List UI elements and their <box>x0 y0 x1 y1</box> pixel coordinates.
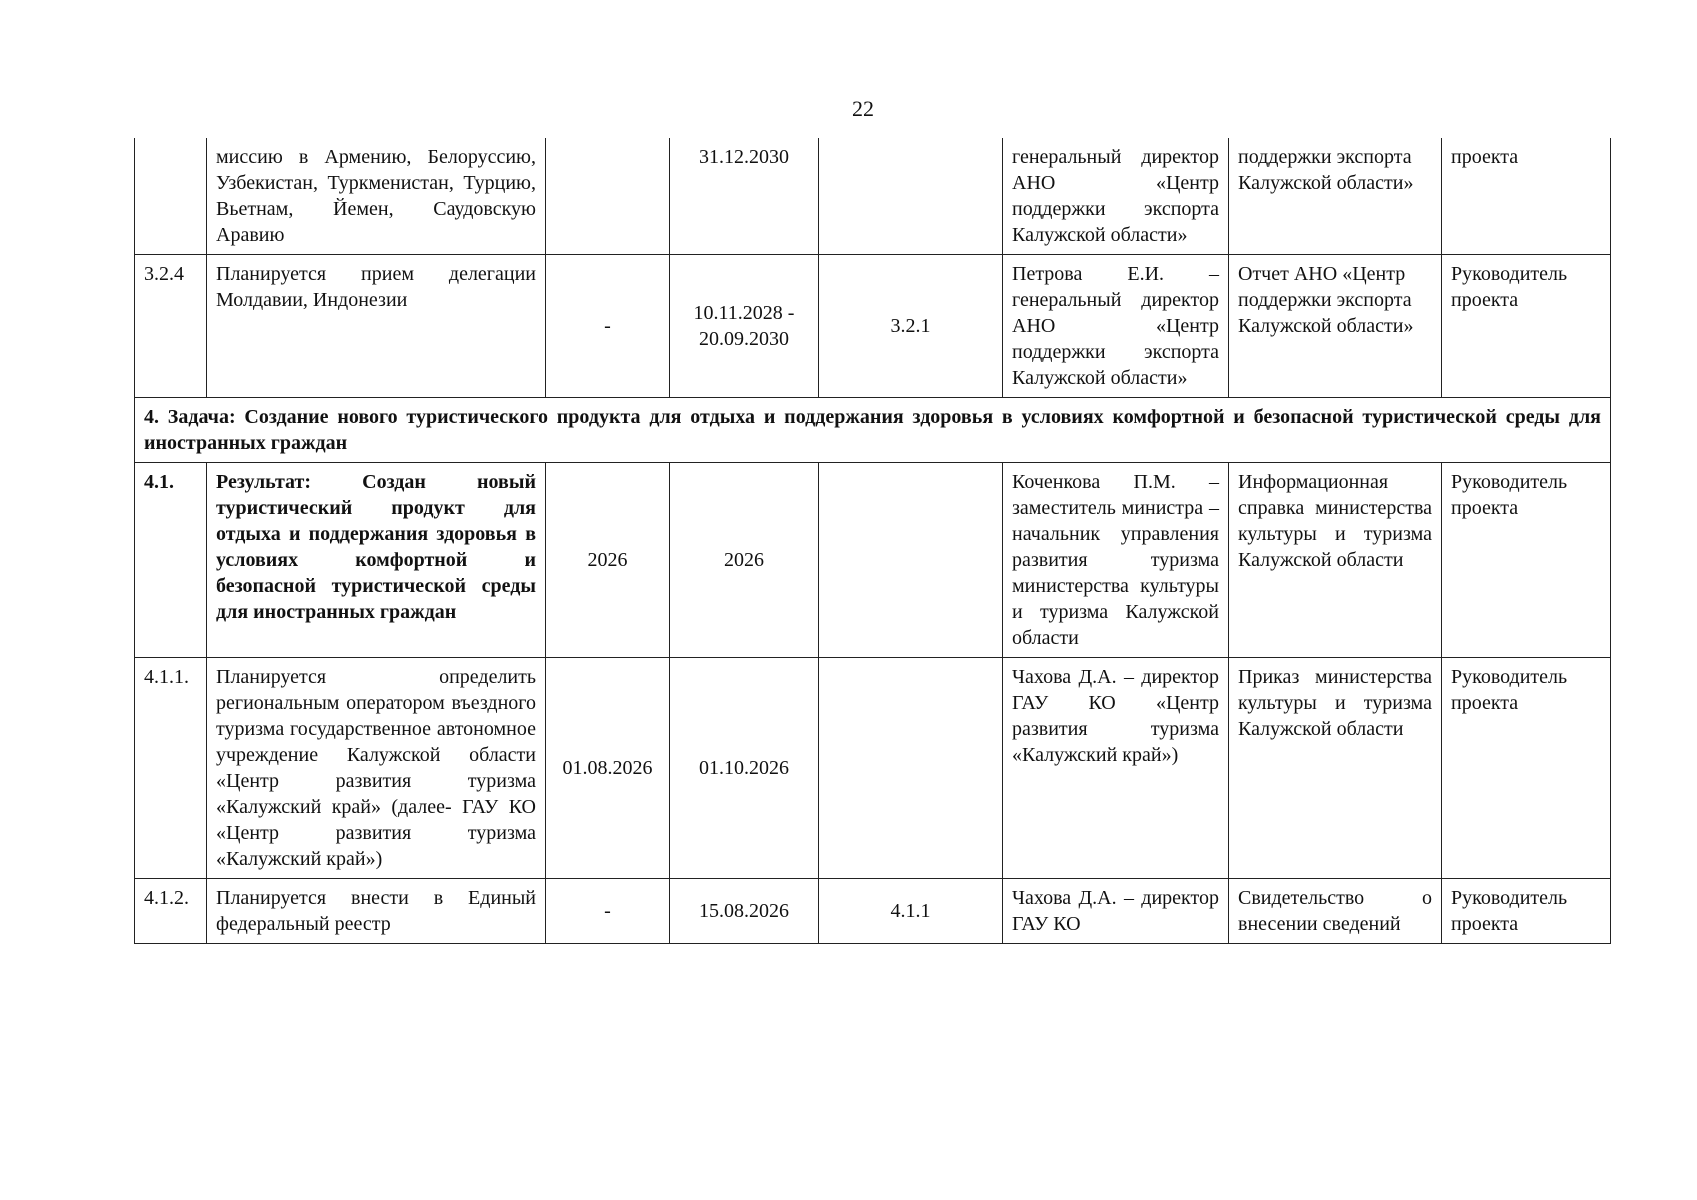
row-control: Руководитель проекта <box>1442 463 1611 658</box>
table-row <box>135 879 1611 944</box>
row-responsible: Чахова Д.А. – директор ГАУ КО «Центр развития туризма «Калужский край») <box>1003 658 1229 879</box>
row-number: 4.1.2. <box>135 879 207 944</box>
row-number: 4.1.1. <box>135 658 207 879</box>
table-row <box>135 138 1611 255</box>
task-heading: 4. Задача: Создание нового туристического продукта для отдыха и поддержания здоровья в условиях комфортной и безопасной туристической среды для иностранных граждан <box>135 398 1611 463</box>
row-number: 4.1. <box>135 463 207 658</box>
row-link: 3.2.1 <box>819 255 1003 398</box>
row-link: 4.1.1 <box>819 879 1003 944</box>
row-number: 3.2.4 <box>135 255 207 398</box>
row-responsible: генеральный директор АНО «Центр поддержки экспорта Калужской области» <box>1003 138 1229 255</box>
row-responsible: Чахова Д.А. – директор ГАУ КО <box>1012 887 1219 935</box>
page-number: 22 <box>852 96 874 121</box>
row-control: проекта <box>1442 138 1611 255</box>
row-link <box>819 138 1003 255</box>
row-start: - <box>546 255 670 398</box>
row-link <box>819 463 1003 658</box>
plan-table <box>134 138 1611 944</box>
row-document: Отчет АНО «Центр поддержки экспорта Калужской области» <box>1229 255 1442 398</box>
row-start: 01.08.2026 <box>546 658 670 879</box>
row-document: Приказ министерства культуры и туризма Калужской области <box>1229 658 1442 879</box>
row-start: - <box>546 879 670 944</box>
row-name: Результат: Создан новый туристический продукт для отдыха и поддержания здоровья в условиях комфортной и безопасной туристической среды для иностранных граждан <box>207 463 546 658</box>
row-name: Планируется определить региональным оператором въездного туризма государственное автономное учреждение Калужской области «Центр развития туризма «Калужский край» (далее- ГАУ КО «Центр развития туризма «Калужский край») <box>207 658 546 879</box>
row-name: Планируется внести в Единый федеральный реестр <box>216 887 536 935</box>
row-responsible: Коченкова П.М. – заместитель министра – начальник управления развития туризма министерства культуры и туризма Калужской области <box>1003 463 1229 658</box>
row-end: 10.11.2028 - 20.09.2030 <box>670 255 819 398</box>
row-number <box>135 138 207 255</box>
table-row <box>135 255 1611 398</box>
row-end: 01.10.2026 <box>670 658 819 879</box>
row-control: Руководитель проекта <box>1442 255 1611 398</box>
table-row <box>135 658 1611 879</box>
row-end: 2026 <box>670 463 819 658</box>
row-name: миссию в Армению, Белоруссию, Узбекистан, Туркменистан, Турцию, Вьетнам, Йемен, Саудовскую Аравию <box>207 138 546 255</box>
row-responsible: Петрова Е.И. – генеральный директор АНО «Центр поддержки экспорта Калужской области» <box>1003 255 1229 398</box>
row-control: Руководитель проекта <box>1442 658 1611 879</box>
table-row <box>135 463 1611 658</box>
row-document: Свидетельство о внесении сведений <box>1238 887 1432 935</box>
row-document: поддержки экспорта Калужской области» <box>1229 138 1442 255</box>
task-row <box>135 398 1611 463</box>
row-name: Планируется прием делегации Молдавии, Индонезии <box>207 255 546 398</box>
row-end: 31.12.2030 <box>670 138 819 255</box>
row-end: 15.08.2026 <box>670 879 819 944</box>
row-start: 2026 <box>546 463 670 658</box>
row-start <box>546 138 670 255</box>
row-link <box>819 658 1003 879</box>
row-control: Руководитель проекта <box>1451 887 1568 935</box>
row-document: Информационная справка министерства культуры и туризма Калужской области <box>1229 463 1442 658</box>
